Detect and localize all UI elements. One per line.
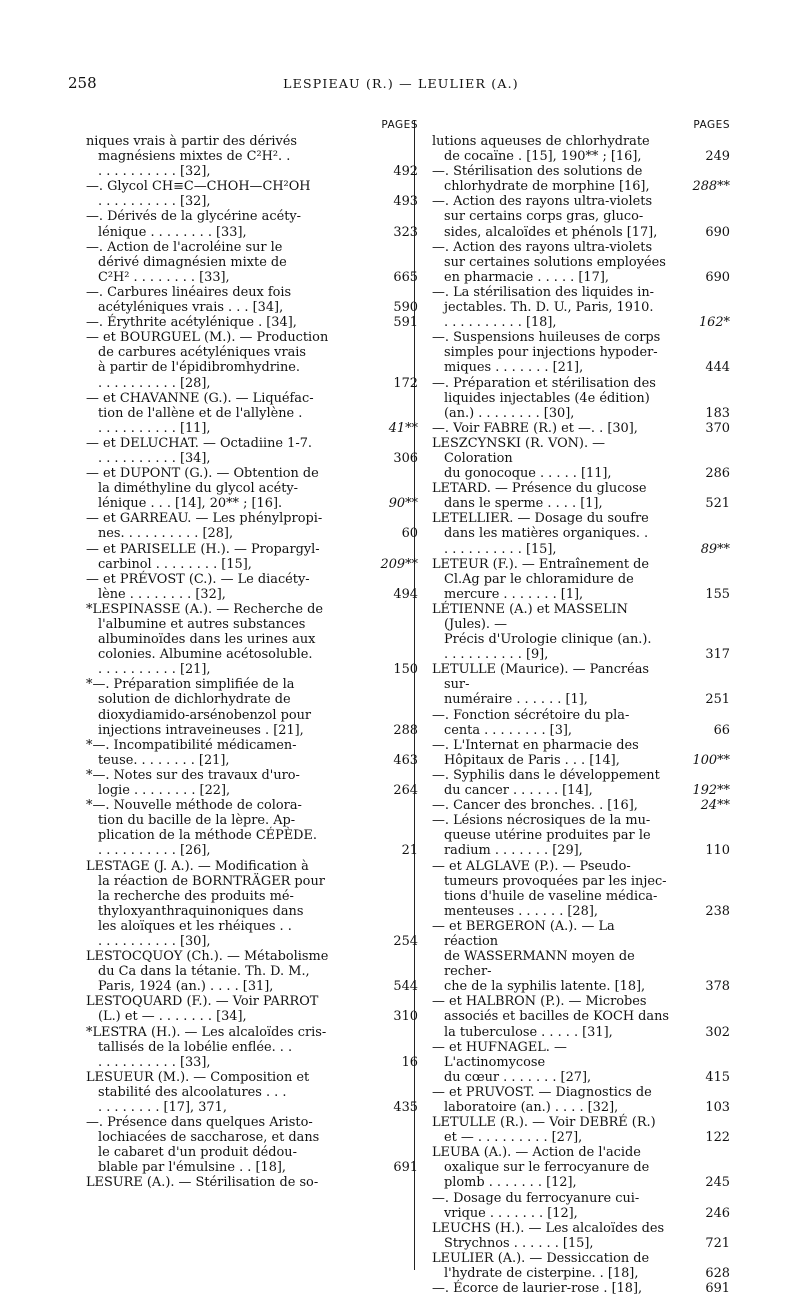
entry-text: — et DUPONT (G.). — Obtention de la diméthyline du glycol acéty- lénique . . . [14], 20** ; [16]. xyxy=(86,466,319,512)
entry-text: LEUCHS (H.). — Les alcaloïdes des Strychnos . . . . . . [15], xyxy=(432,1220,665,1251)
entry-text: —. Dosage du ferrocyanure cui- vrique . . . . . . . [12], xyxy=(432,1190,640,1221)
entry-text: *LESTRA (H.). — Les alcaloïdes cris- tallisés de la lobélie enflée. . . . . . . . . . . . . [33], xyxy=(86,1024,327,1070)
index-entry xyxy=(432,1145,732,1190)
entry-text: LEULIER (A.). — Dessiccation de l'hydrate de cisterpine. . [18], xyxy=(432,1250,650,1282)
index-entry xyxy=(432,1115,732,1145)
index-entry xyxy=(86,994,420,1024)
index-entry xyxy=(86,1070,420,1115)
index-entry xyxy=(86,572,420,602)
entry-page: 691 xyxy=(705,1281,730,1297)
index-entry xyxy=(432,164,732,194)
entry-text: LEUBA (A.). — Action de l'acide oxalique sur le ferrocyanure de plomb . . . . . . . [12], xyxy=(432,1145,650,1191)
entry-text: LESZCYNSKI (R. VON). — Coloration du gonocoque . . . . . [11], xyxy=(432,435,612,482)
entry-text: — et CHAVANNE (G.). — Liquéfac- tion de l'allène et de l'allylène . . . . . . . . . . . [11], xyxy=(86,390,314,436)
entry-page: 415 xyxy=(705,1069,730,1085)
entry-page: 444 xyxy=(705,360,730,376)
entry-page: 286 xyxy=(705,466,730,482)
index-entry xyxy=(86,1115,420,1175)
index-entry xyxy=(86,511,420,541)
index-entry xyxy=(86,542,420,572)
index-entry xyxy=(86,134,420,179)
entry-text: —. Cancer des bronches. . [16], xyxy=(432,798,638,814)
index-entry xyxy=(86,179,420,209)
entry-page: 41** xyxy=(388,420,418,436)
index-entry xyxy=(432,557,732,602)
entry-page: 544 xyxy=(393,979,418,995)
entry-text: — et HALBRON (P.). — Microbes associés et bacilles de KOCH dans la tuberculose . . . . . [31], xyxy=(432,994,670,1040)
index-column-right xyxy=(432,118,732,1296)
entry-page: 370 xyxy=(705,420,730,436)
entry-page: 150 xyxy=(393,662,418,678)
entry-page: 521 xyxy=(705,496,730,512)
entry-page: 463 xyxy=(393,752,418,768)
index-entry xyxy=(432,1191,732,1221)
entry-text: niques vrais à partir des dérivés magnésiens mixtes de C²H². . . . . . . . . . . . [32], xyxy=(86,134,298,180)
index-entry xyxy=(86,240,420,285)
entry-text: *—. Incompatibilité médicamen- teuse. . . . . . . . [21], xyxy=(86,737,297,768)
entry-text: *—. Nouvelle méthode de colora- tion du bacille de la lèpre. Ap- plication de la méthode CÉPÈDE. . . . . . . . . . . [26], xyxy=(86,798,318,859)
entry-text: —. Glycol CH≡C—CHOH—CH²OH . . . . . . . . . . [32], xyxy=(86,179,311,210)
entry-page: 264 xyxy=(393,783,418,799)
index-entry xyxy=(432,1221,732,1251)
entry-list xyxy=(432,134,732,1296)
entry-text: —. Stérilisation des solutions de chlorhydrate de morphine [16], xyxy=(432,164,650,195)
entry-text: — et GARREAU. — Les phénylpropi- nes. . . . . . . . . . [28], xyxy=(86,511,323,542)
entry-page: 317 xyxy=(705,647,730,663)
index-entry xyxy=(432,813,732,858)
entry-page: 249 xyxy=(705,149,730,165)
index-entry xyxy=(432,602,732,662)
entry-page: 254 xyxy=(393,933,418,949)
entry-page: 24** xyxy=(700,798,730,814)
entry-page: 288** xyxy=(692,179,730,195)
entry-page: 110 xyxy=(705,843,730,859)
index-entry xyxy=(432,859,732,919)
entry-page: 155 xyxy=(705,586,730,602)
entry-page: 251 xyxy=(705,692,730,708)
entry-page: 323 xyxy=(393,224,418,240)
index-entry xyxy=(86,315,420,330)
entry-page: 172 xyxy=(393,375,418,391)
entry-page: 183 xyxy=(705,405,730,421)
index-entry xyxy=(86,1025,420,1070)
entry-text: —. L'Internat en pharmacie des Hôpitaux de Paris . . . [14], xyxy=(432,737,639,768)
entry-text: lutions aqueuses de chlorhydrate de cocaïne . [15], 190** ; [16], xyxy=(432,134,650,165)
running-head: LESPIEAU (R.) — LEULIER (A.) xyxy=(283,76,519,91)
index-entry xyxy=(86,602,420,677)
entry-page: 721 xyxy=(705,1235,730,1251)
index-entry xyxy=(432,798,732,813)
entry-page: 690 xyxy=(705,224,730,240)
index-entry xyxy=(86,466,420,511)
index-entry xyxy=(86,768,420,798)
entry-text: — et PRÉVOST (C.). — Le diacéty- lène . . . . . . . . [32], xyxy=(86,571,310,602)
index-entry xyxy=(432,708,732,738)
entry-text: — et DELUCHAT. — Octadiine 1-7. . . . . . . . . . . [34], xyxy=(86,435,312,466)
entry-page: 60 xyxy=(401,526,418,542)
entry-page: 100** xyxy=(692,752,730,768)
entry-text: —. Voir FABRE (R.) et —. . [30], xyxy=(432,420,638,436)
entry-page: 690 xyxy=(705,269,730,285)
entry-page: 16 xyxy=(401,1054,418,1070)
entry-text: —. Préparation et stérilisation des liquides injectables (4e édition) (an.) . . . . . . . . [30], xyxy=(432,375,656,421)
entry-text: —. Dérivés de la glycérine acéty- lénique . . . . . . . . [33], xyxy=(86,209,302,240)
index-entry xyxy=(86,391,420,436)
page-header xyxy=(68,74,734,94)
entry-text: —. Carbures linéaires deux fois acétyléniques vrais . . . [34], xyxy=(86,284,292,316)
entry-page: 302 xyxy=(705,1024,730,1040)
entry-page: 378 xyxy=(705,979,730,995)
pages-label: PAGES xyxy=(381,119,418,131)
entry-text: —. Présence dans quelques Aristo- lochiacées de saccharose, et dans le cabaret d'un produit dédou- blable par l'émulsine . . [18], xyxy=(86,1115,320,1176)
entry-text: LESTOCQUOY (Ch.). — Métabolisme du Ca dans la tétanie. Th. D. M., Paris, 1924 (an.) . . . . [31], xyxy=(86,949,329,995)
index-entry xyxy=(432,481,732,511)
entry-page: 246 xyxy=(705,1205,730,1221)
entry-page: 493 xyxy=(393,194,418,210)
entry-text: *—. Préparation simplifiée de la solution de dichlorhydrate de dioxydiamido-arsénobenzol pour injections intraveineuses . [21], xyxy=(86,677,312,738)
entry-page: 209** xyxy=(380,556,418,572)
entry-page: 628 xyxy=(705,1266,730,1282)
entry-page: 591 xyxy=(393,315,418,331)
index-entry xyxy=(86,677,420,737)
entry-page: 310 xyxy=(393,1009,418,1025)
entry-page: 494 xyxy=(393,586,418,602)
index-entry xyxy=(432,662,732,707)
index-entry xyxy=(432,194,732,239)
pages-label: PAGES xyxy=(693,119,730,131)
entry-page: 89** xyxy=(700,541,730,557)
index-entry xyxy=(432,738,732,768)
entry-page: 162* xyxy=(698,315,730,331)
entry-text: — et BOURGUEL (M.). — Production de carbures acétyléniques vrais à partir de l'épidibromhydrine. . . . . . . . . . . [28], xyxy=(86,330,329,391)
entry-page: 590 xyxy=(393,300,418,316)
entry-page: 435 xyxy=(393,1100,418,1115)
entry-text: —. Lésions nécrosiques de la mu- queuse utérine produites par le radium . . . . . . . [29], xyxy=(432,813,651,859)
entry-text: LETULLE (R.). — Voir DEBRÉ (R.) et — . . . . . . . . . [27], xyxy=(432,1115,656,1146)
entry-text: —. Fonction sécrétoire du pla- centa . . . . . . . . [3], xyxy=(432,707,630,738)
entry-text: —. Écorce de laurier-rose . [18], xyxy=(432,1281,643,1297)
entry-text: LETARD. — Présence du glucose dans le sperme . . . . [1], xyxy=(432,481,647,512)
index-entry xyxy=(432,240,732,285)
page-number: 258 xyxy=(68,74,97,92)
entry-page: 665 xyxy=(393,269,418,285)
entry-text: — et BERGERON (A.). — La réaction de WASSERMANN moyen de recher- che de la syphilis latente. [18], xyxy=(432,918,646,995)
entry-text: — et PRUVOST. — Diagnostics de laboratoire (an.) . . . . [32], xyxy=(432,1084,652,1115)
index-entry xyxy=(432,1251,732,1281)
index-entry xyxy=(86,285,420,315)
entry-page: 288 xyxy=(393,722,418,738)
index-column-left xyxy=(86,118,420,1191)
index-entry xyxy=(432,436,732,481)
index-entry xyxy=(86,209,420,239)
index-entry xyxy=(432,994,732,1039)
entry-text: —. Syphilis dans le développement du cancer . . . . . . [14], xyxy=(432,767,660,799)
index-entry xyxy=(432,919,732,994)
index-entry xyxy=(86,330,420,390)
entry-page: 492 xyxy=(393,164,418,180)
entry-text: —. Érythrite acétylénique . [34], xyxy=(86,315,297,331)
entry-text: LETEUR (F.). — Entraînement de Cl.Ag par le chloramidure de mercure . . . . . . . [1], xyxy=(432,556,650,602)
entry-text: *LESPINASSE (A.). — Recherche de l'albumine et autres substances albuminoïdes dans les urines aux colonies. Albumine acétosoluble. . . . . . . . . . . [21], xyxy=(86,601,323,678)
index-entry xyxy=(432,1040,732,1085)
entry-text: —. Action des rayons ultra-violets sur certains corps gras, gluco- sides, alcaloïdes et phénols [17], xyxy=(432,194,658,240)
entry-text: — et PARISELLE (H.). — Propargyl- carbinol . . . . . . . . [15], xyxy=(86,541,320,572)
index-entry xyxy=(432,1281,732,1296)
index-entry xyxy=(432,1085,732,1115)
entry-page: 691 xyxy=(393,1160,418,1176)
index-entry xyxy=(432,421,732,436)
entry-text: —. Action des rayons ultra-violets sur certaines solutions employées en pharmacie . . . . . [17], xyxy=(432,239,666,285)
index-entry xyxy=(86,859,420,950)
index-entry xyxy=(86,949,420,994)
entry-page: 21 xyxy=(401,843,418,859)
index-entry xyxy=(86,1175,420,1190)
entry-list xyxy=(86,134,420,1191)
entry-text: LESTAGE (J. A.). — Modification à la réaction de BORNTRÄGER pour la recherche des produits mé- thyloxyanthraquinoniques dans les aloïques et les rhéiques . . . . . . . . . . . . [30], xyxy=(86,858,325,949)
entry-text: *—. Notes sur des travaux d'uro- logie . . . . . . . . [22], xyxy=(86,767,300,799)
entry-page: 238 xyxy=(705,903,730,919)
index-entry xyxy=(86,738,420,768)
index-entry xyxy=(86,798,420,858)
entry-page: 122 xyxy=(705,1130,730,1146)
entry-page: 66 xyxy=(713,722,730,738)
entry-text: — et HUFNAGEL. — L'actinomycose du cœur . . . . . . . [27], xyxy=(432,1039,592,1085)
entry-text: —. Suspensions huileuses de corps simples pour injections hypoder- miques . . . . . . . [21], xyxy=(432,330,661,376)
entry-page: 306 xyxy=(393,450,418,466)
entry-text: LETELLIER. — Dosage du soufre dans les matières organiques. . . . . . . . . . . . [15], xyxy=(432,511,649,557)
entry-page: 192** xyxy=(692,783,730,799)
index-entry xyxy=(432,330,732,375)
entry-page: 90** xyxy=(388,496,418,512)
entry-text: — et ALGLAVE (P.). — Pseudo- tumeurs provoquées par les injec- tions d'huile de vaseline médica- menteuses . . . . . . [28], xyxy=(432,858,667,919)
index-entry xyxy=(432,285,732,330)
entry-page: 245 xyxy=(705,1175,730,1191)
index-entry xyxy=(86,436,420,466)
entry-text: LESURE (A.). — Stérilisation de so- xyxy=(86,1175,319,1191)
entry-text: —. Action de l'acroléine sur le dérivé dimagnésien mixte de C²H² . . . . . . . . [33], xyxy=(86,239,287,285)
entry-page: 103 xyxy=(705,1100,730,1115)
entry-text: —. La stérilisation des liquides in- jectables. Th. D. U., Paris, 1910. . . . . . . . . . . [18], xyxy=(432,284,655,331)
entry-text: LETULLE (Maurice). — Pancréas sur- numéraire . . . . . . [1], xyxy=(432,662,650,708)
entry-text: LESUEUR (M.). — Composition et stabilité des alcoolatures . . . . . . . . . . . [17], 371, xyxy=(86,1069,310,1115)
index-entry xyxy=(432,134,732,164)
index-entry xyxy=(432,768,732,798)
entry-text: LESTOQUARD (F.). — Voir PARROT (L.) et — . . . . . . . [34], xyxy=(86,994,319,1025)
index-entry xyxy=(432,376,732,421)
index-entry xyxy=(432,511,732,556)
entry-text: LÉTIENNE (A.) et MASSELIN (Jules). — Précis d'Urologie clinique (an.). . . . . . . . . . . [9], xyxy=(432,601,652,663)
